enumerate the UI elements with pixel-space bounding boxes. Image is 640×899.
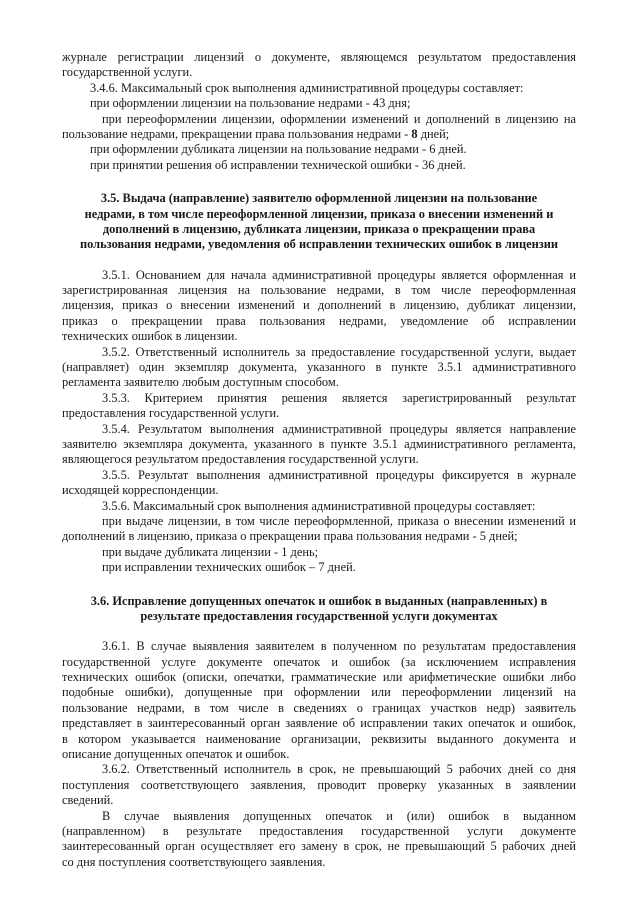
- section-heading-3-5: недрами, в том числе переоформленной лицензии, приказа о внесении изменений и: [84, 206, 554, 221]
- text-line: государственной услуге документе опечаток и ошибок (за исключением исправления: [62, 654, 576, 669]
- text-line: 3.4.6. Максимальный срок выполнения административной процедуры составляет:: [90, 80, 524, 95]
- text-line: регламента заявителю любым доступным способом.: [62, 375, 339, 390]
- text-line: 3.5.2. Ответственный исполнитель за предоставление государственной услуги, выдает: [102, 344, 576, 359]
- text-line: заинтересованный орган осуществляет его замену в срок, не превышающий 5 рабочих дней: [62, 839, 576, 854]
- text-line: при выдаче лицензии, в том числе переоформленной, приказа о внесении изменений и: [102, 513, 576, 528]
- text-line: [62, 127, 576, 142]
- text-line: заявителю экземпляра документа, указанного в пункте 3.5.1 административного регламента,: [62, 436, 576, 451]
- text-line: (направленном) в результате предоставления государственной услуги документе: [62, 823, 576, 838]
- text-fragment: дней;: [417, 126, 450, 141]
- text-line: сведений.: [62, 793, 114, 808]
- text-line: приказ о прекращении права пользования недрами, уведомление об исправлении: [62, 313, 576, 328]
- text-line: В случае выявления допущенных опечаток и (или) ошибок в выданном: [102, 808, 576, 823]
- text-line: журнале регистрации лицензий о документе, являющемся результатом предоставления: [62, 50, 576, 64]
- section-heading-3-5: 3.5. Выдача (направление) заявителю оформленной лицензии на пользование: [100, 191, 538, 206]
- text-line: предоставления государственной услуги.: [62, 406, 280, 421]
- text-line: пользование недрами, в том числе в сведениях о границах участков недр) заявитель: [62, 700, 576, 715]
- text-line: исходящей корреспонденции.: [62, 483, 219, 498]
- text-line: подобные ошибки), допущенные при оформлении или переоформлении лицензий на: [62, 685, 576, 700]
- text-line: поступления соответствующего заявления, проводит проверку указанных в заявлении: [62, 777, 576, 792]
- text-line: представляет в заинтересованный орган заявление об исправлении таких опечаток и ошибок,: [62, 716, 576, 731]
- text-line: со дня поступления соответствующего заявления.: [62, 854, 326, 869]
- section-heading-3-5: пользования недрами, уведомления об исправлении технических ошибок в лицензии: [80, 237, 558, 252]
- text-line: (направляет) один экземпляр документа, указанного в пункте 3.5.1 административного: [62, 360, 576, 375]
- text-line: являющегося результатом предоставления государственной услуги.: [62, 452, 419, 467]
- text-line: 3.5.5. Результат выполнения административной процедуры фиксируется в журнале: [102, 467, 576, 482]
- text-line: технических ошибок (описки, опечатки, грамматические или арифметические ошибки либо: [62, 670, 576, 685]
- section-heading-3-5: дополнений в лицензию, дубликата лицензии, приказа о прекращении права: [102, 221, 536, 236]
- text-line: 3.5.1. Основанием для начала административной процедуры является оформленная и: [102, 267, 576, 282]
- text-line: в котором указывается наименование организации, реквизиты выданного документа и: [62, 731, 576, 746]
- text-line: 3.6.1. В случае выявления заявителем в полученном по результатам предоставления: [102, 639, 576, 654]
- text-fragment: пользование недрами, прекращении права пользования недрами -: [62, 126, 412, 141]
- text-line: 3.5.3. Критерием принятия решения является зарегистрированный результат: [102, 390, 576, 405]
- text-line: дополнений в лицензию, приказа о прекращении права пользования недрами - 5 дней;: [62, 529, 518, 544]
- text-line: при переоформлении лицензии, оформлении изменений и дополнений в лицензию на: [102, 111, 576, 126]
- text-line: лицензия, приказ о внесении изменений и дополнений в лицензию, дубликат лицензии,: [62, 298, 576, 313]
- text-line: 3.5.4. Результатом выполнения административной процедуры является направление: [102, 421, 576, 436]
- text-line: зарегистрированная лицензия на пользование недрами, в том числе переоформленная: [62, 283, 576, 298]
- text-line: при выдаче дубликата лицензии - 1 день;: [102, 544, 319, 559]
- text-line: при принятии решения об исправлении технической ошибки - 36 дней.: [90, 157, 466, 172]
- section-heading-3-6: 3.6. Исправление допущенных опечаток и ошибок в выданных (направленных) в: [90, 593, 548, 608]
- text-line: при оформлении лицензии на пользование недрами - 43 дня;: [90, 96, 411, 111]
- text-line: технических ошибок в лицензии.: [62, 329, 238, 344]
- text-line: 3.6.2. Ответственный исполнитель в срок, не превышающий 5 рабочих дней со дня: [102, 762, 576, 777]
- text-line: при исправлении технических ошибок – 7 дней.: [102, 560, 356, 575]
- document-page: [62, 50, 576, 870]
- text-line: при оформлении дубликата лицензии на пользование недрами - 6 дней.: [90, 142, 467, 157]
- text-line: государственной услуги.: [62, 65, 193, 80]
- bold-number: 8: [411, 126, 418, 141]
- section-heading-3-6: результате предоставления государственной услуги документах: [140, 608, 498, 623]
- text-line: 3.5.6. Максимальный срок выполнения административной процедуры составляет:: [102, 498, 536, 513]
- text-line: описание допущенных опечаток и ошибок.: [62, 747, 290, 762]
